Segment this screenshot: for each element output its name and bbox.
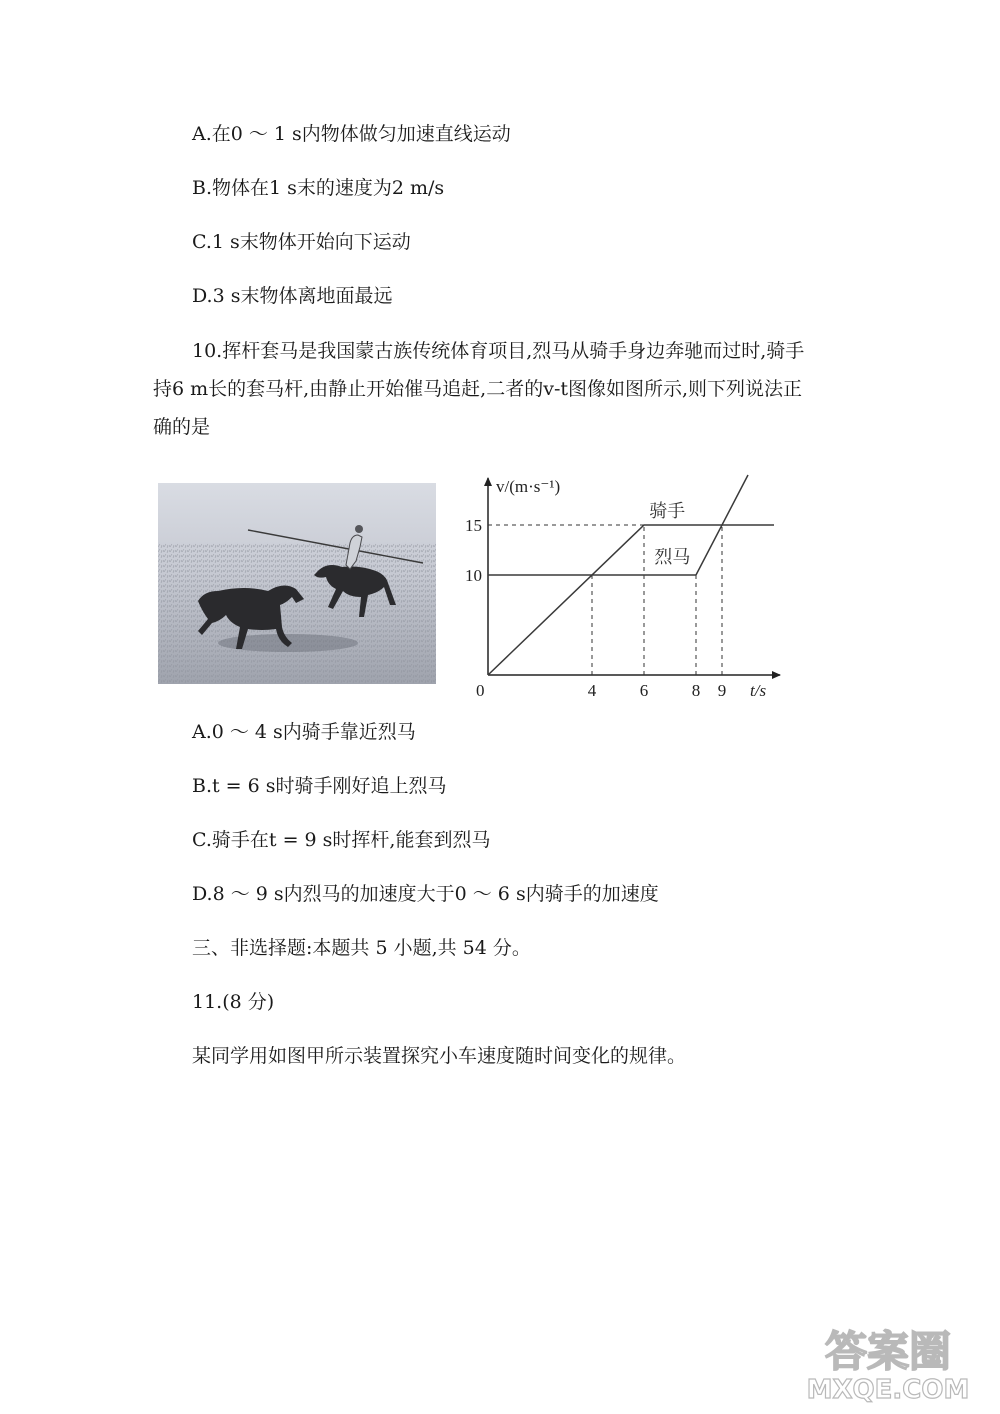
q9-option-d: D.3 s末物体离地面最远 — [192, 285, 393, 307]
labels-layer — [465, 501, 726, 700]
q9-option-b: B.物体在1 s末的速度为2 m/s — [192, 177, 445, 199]
q10-option-b: B.t = 6 s时骑手刚好追上烈马 — [192, 775, 447, 797]
section3-header: 三、非选择题:本题共 5 小题,共 54 分。 — [192, 937, 531, 959]
horse-lasso-photo — [158, 483, 436, 684]
horse-series-label: 烈马 — [654, 547, 691, 567]
q11-text: 某同学用如图甲所示装置探究小车速度随时间变化的规律。 — [192, 1045, 687, 1067]
y-tick-label: 15 — [465, 516, 482, 535]
q10-stem-line1: 10.挥杆套马是我国蒙古族传统体育项目,烈马从骑手身边奔驰而过时,骑手 — [192, 340, 805, 362]
site-watermark — [798, 1316, 978, 1406]
rider-series-label: 骑手 — [649, 501, 686, 521]
q10-option-d: D.8 ～ 9 s内烈马的加速度大于0 ～ 6 s内骑手的加速度 — [192, 883, 659, 905]
series-layer — [488, 475, 774, 675]
y-axis-label: v/(m·s⁻¹) — [496, 477, 561, 496]
q11-title: 11.(8 分) — [192, 991, 275, 1013]
watermark-site: MXQE.COM — [806, 1375, 970, 1405]
x-tick-label: 9 — [717, 681, 727, 700]
q9-option-c: C.1 s末物体开始向下运动 — [192, 231, 411, 253]
q10-option-c: C.骑手在t = 9 s时挥杆,能套到烈马 — [192, 829, 491, 851]
watermark-logo: 答案圈 — [824, 1327, 952, 1376]
x-axis-label: t/s — [750, 681, 767, 700]
q10-stem-line3: 确的是 — [153, 416, 211, 438]
vt-graph — [465, 470, 790, 705]
x-tick-label: 8 — [691, 681, 701, 700]
y-tick-label: 10 — [465, 566, 482, 585]
q10-option-a: A.0 ～ 4 s内骑手靠近烈马 — [192, 721, 416, 743]
origin-label: 0 — [476, 681, 485, 700]
q10-stem — [153, 332, 853, 446]
x-tick-label: 6 — [639, 681, 649, 700]
rider-line — [488, 525, 774, 675]
q10-stem-line2: 持6 m长的套马杆,由静止开始催马追赶,二者的v-t图像如图所示,则下列说法正 — [153, 378, 803, 400]
q9-option-a: A.在0 ～ 1 s内物体做匀加速直线运动 — [192, 123, 511, 145]
x-tick-label: 4 — [587, 681, 597, 700]
